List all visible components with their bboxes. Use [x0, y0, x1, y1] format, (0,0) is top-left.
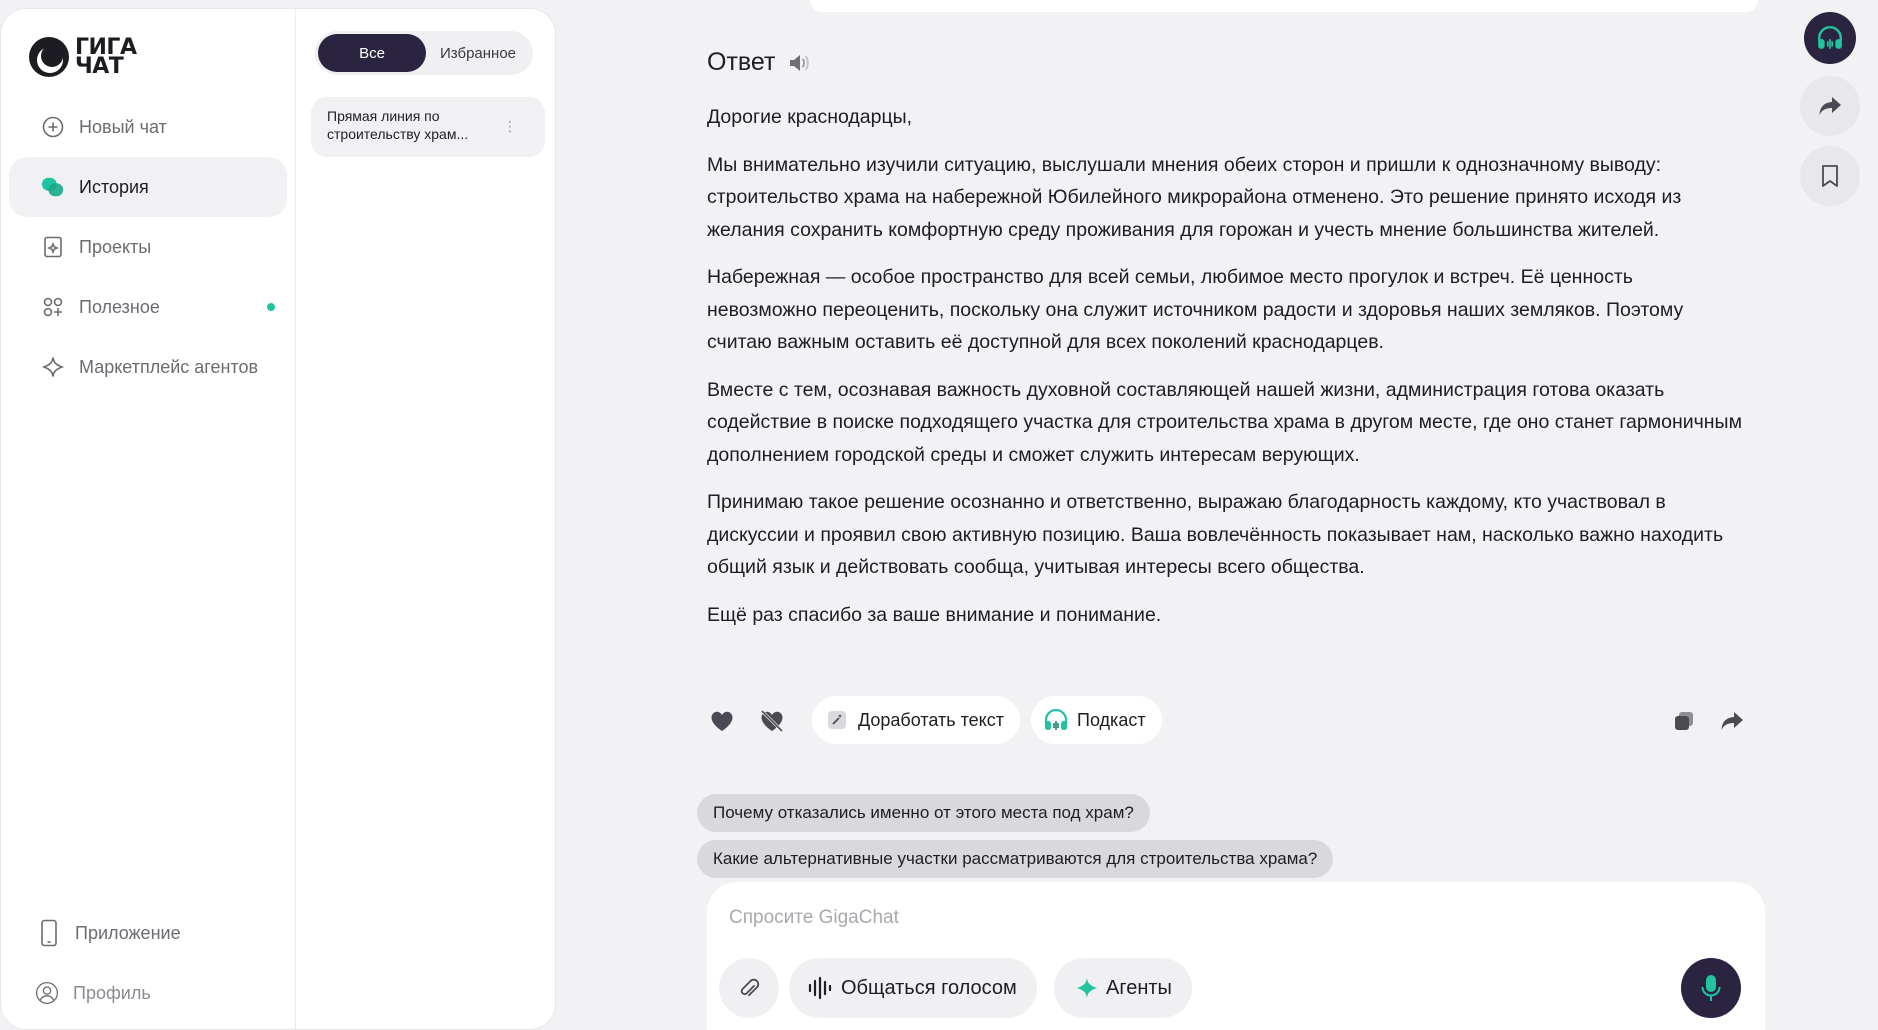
- voice-chat-button[interactable]: [789, 958, 1037, 1018]
- nav-new-chat[interactable]: [9, 97, 287, 157]
- microphone-icon: [1700, 974, 1722, 1002]
- microphone-button[interactable]: [1681, 958, 1741, 1018]
- nav-column: [1, 9, 296, 1029]
- nav-projects[interactable]: [9, 217, 287, 277]
- suggestion-chip[interactable]: Какие альтернативные участки рассматриваются для строительства храма?: [697, 840, 1333, 878]
- agents-button[interactable]: [1054, 958, 1192, 1018]
- plus-circle-icon: [41, 115, 65, 139]
- answer-paragraph: Мы внимательно изучили ситуацию, выслушали мнения обеих сторон и пришли к однозначному выводу: строительство храма на набережной Юбилейного микрорайона отменено. Это решение принято исходя из желания сохранить комфортную среду проживания для горожан и учесть мнение большинства жителей.: [707, 153, 1682, 241]
- magic-edit-icon: [824, 707, 850, 733]
- agents-label: Агенты: [1106, 976, 1172, 999]
- podcast-label: Подкаст: [1077, 709, 1146, 730]
- nav-profile[interactable]: [3, 963, 281, 1023]
- sparkle-icon: [41, 355, 65, 379]
- bookmark-icon: [1820, 164, 1840, 188]
- refine-text-label: Доработать текст: [858, 709, 1005, 730]
- new-indicator-dot: [267, 303, 275, 311]
- message-input[interactable]: [729, 896, 1629, 940]
- voice-chat-label: Общаться голосом: [841, 976, 1017, 999]
- like-heart-icon[interactable]: [707, 706, 737, 736]
- answer-title: Ответ: [707, 48, 776, 76]
- dislike-broken-heart-icon[interactable]: [757, 706, 787, 736]
- headphones-icon: [1043, 707, 1069, 733]
- speaker-icon[interactable]: [787, 50, 813, 76]
- nav-useful-label: Полезное: [79, 296, 160, 317]
- attach-button[interactable]: [719, 958, 779, 1018]
- nav-marketplace-label: Маркетплейс агентов: [79, 356, 259, 377]
- podcast-button[interactable]: [1031, 696, 1162, 744]
- history-item-title-line2: строительству храм...: [327, 126, 469, 142]
- paperclip-icon: [738, 976, 760, 1000]
- history-column: [297, 9, 557, 1029]
- podcast-rail-button[interactable]: [1804, 12, 1856, 64]
- logo-icon: [29, 37, 69, 77]
- phone-icon: [37, 921, 61, 945]
- answer-paragraph: Дорогие краснодарцы,: [707, 106, 913, 128]
- composer: [707, 882, 1765, 1030]
- logo[interactable]: [29, 37, 136, 77]
- left-panel: [0, 8, 556, 1030]
- answer-paragraph: Набережная — особое пространство для всей семьи, любимое место прогулок и встреч. Её ценность невозможно переоценить, поскольку она служит источником радости и здоровья наших земляков. Поэтому считаю важным оставить её доступной для всех поколений краснодарцев.: [707, 266, 1684, 353]
- history-item[interactable]: [311, 97, 545, 157]
- share-rail-button[interactable]: [1800, 76, 1860, 136]
- answer-paragraph: Принимаю такое решение осознанно и ответственно, выражаю благодарность каждому, кто участвовал в дискуссии и проявил свою активную позицию. Ваша вовлечённость показывает нам, насколько важно находить общий язык и действовать сообща, учитывая интересы всего общества.: [707, 491, 1724, 578]
- share-arrow-icon[interactable]: [1717, 706, 1747, 736]
- more-vertical-icon[interactable]: ⋮: [503, 118, 517, 134]
- nav-useful[interactable]: [9, 277, 287, 337]
- suggestion-chip[interactable]: Почему отказались именно от этого места под храм?: [697, 794, 1150, 832]
- tab-favorites[interactable]: Избранное: [439, 44, 517, 62]
- answer-paragraph: Ещё раз спасибо за ваше внимание и понимание.: [707, 603, 1162, 626]
- headphones-icon: [1816, 25, 1844, 51]
- waveform-icon: [807, 976, 833, 1000]
- projects-icon: [41, 235, 65, 259]
- nav-profile-label: Профиль: [73, 982, 151, 1003]
- grid-icon: [41, 295, 65, 319]
- previous-message-card: [810, 0, 1758, 12]
- answer-actions: [707, 696, 1747, 744]
- logo-text: ГИГА ЧАТ: [75, 35, 137, 79]
- share-arrow-icon: [1818, 95, 1842, 117]
- nav-app-label: Приложение: [75, 922, 181, 943]
- history-item-title-line1: Прямая линия по: [327, 108, 440, 124]
- nav-marketplace[interactable]: [9, 337, 287, 397]
- answer-header: [707, 48, 813, 77]
- chat-bubbles-icon: [41, 175, 65, 199]
- nav-new-chat-label: Новый чат: [79, 116, 167, 137]
- tab-all[interactable]: Все: [318, 34, 426, 72]
- refine-text-button[interactable]: [812, 696, 1020, 744]
- copy-icon[interactable]: [1669, 706, 1699, 736]
- nav-app[interactable]: [3, 903, 281, 963]
- nav-history[interactable]: [9, 157, 287, 217]
- history-filter: [315, 31, 533, 75]
- user-avatar-icon: [35, 981, 59, 1005]
- answer-body: [707, 101, 1747, 646]
- bookmark-rail-button[interactable]: [1800, 146, 1860, 206]
- nav-projects-label: Проекты: [79, 236, 152, 257]
- answer-paragraph: Вместе с тем, осознавая важность духовной составляющей нашей жизни, администрация готова оказать содействие в поиске подходящего участка для строительства храма в другом месте, где оно станет гармоничным дополнением городской среды и сможет служить интересам верующих.: [707, 378, 1742, 466]
- sparkle-icon: [1076, 977, 1098, 999]
- nav-history-label: История: [79, 176, 149, 197]
